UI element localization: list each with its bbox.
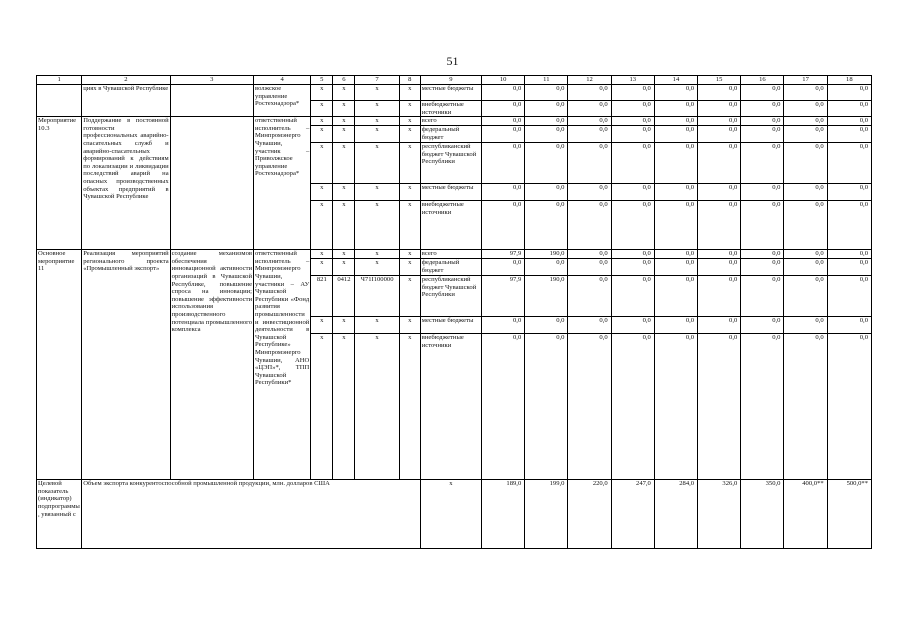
row-label: Мероприятие 10.3: [37, 117, 82, 250]
value-cell: 0,0: [741, 250, 784, 259]
value-cell: 0,0: [611, 250, 654, 259]
row-result: создание механизмов обеспечения инновационной активности организаций в Чувашской Республике, повышение спроса на инновации; повышение эффективности использования производственного потенциала промышленного комплекса: [170, 250, 253, 480]
value-cell: 0,0: [698, 276, 741, 317]
value-cell: 0,0: [741, 117, 784, 126]
code-cell: 0412: [333, 276, 355, 317]
value-cell: 0,0: [698, 334, 741, 480]
column-header: 1: [37, 76, 82, 85]
code-cell: x: [355, 259, 399, 276]
column-header: 17: [784, 76, 827, 85]
column-header: 10: [482, 76, 525, 85]
value-cell: 0,0: [827, 117, 871, 126]
row-description: циях в Чувашской Республике: [82, 85, 170, 117]
value-cell: 0,0: [698, 250, 741, 259]
value-cell: 0,0: [827, 334, 871, 480]
funding-source: всего: [420, 250, 481, 259]
code-cell: x: [399, 201, 420, 250]
page-number: 51: [446, 54, 459, 68]
row-description: Поддержание в постоянной готовности профессиональных аварийно-спасательных служб и аварийно-спасательных формирований к действиям по локализации и ликвидации последствий аварий на опасных производственных объектах предприятий в Чувашской Республике: [82, 117, 170, 250]
target-value: 500,0**: [827, 480, 871, 549]
value-cell: 0,0: [827, 276, 871, 317]
value-cell: 0,0: [611, 117, 654, 126]
funding-source: республиканский бюджет Чувашской Республики: [420, 143, 481, 184]
value-cell: 0,0: [568, 101, 611, 117]
value-cell: 0,0: [784, 334, 827, 480]
target-source: x: [420, 480, 481, 549]
value-cell: 0,0: [525, 184, 568, 201]
value-cell: 0,0: [611, 101, 654, 117]
value-cell: 0,0: [525, 126, 568, 143]
value-cell: 0,0: [741, 334, 784, 480]
value-cell: 0,0: [525, 117, 568, 126]
funding-source: внебюджетные источники: [420, 201, 481, 250]
value-cell: 0,0: [568, 117, 611, 126]
value-cell: 0,0: [482, 85, 525, 101]
column-header: 18: [827, 76, 871, 85]
value-cell: 190,0: [525, 276, 568, 317]
code-cell: x: [333, 85, 355, 101]
column-header: 15: [698, 76, 741, 85]
value-cell: 0,0: [525, 85, 568, 101]
value-cell: 0,0: [698, 126, 741, 143]
row-responsible: волжское управление Ростехнадзора*: [254, 85, 311, 117]
row-result: [170, 85, 253, 117]
value-cell: 97,9: [482, 250, 525, 259]
code-cell: x: [311, 126, 333, 143]
row-responsible: ответственный исполнитель – Минпромэнерго Чувашии, участник – Приволжское управление Ростехнадзора*: [254, 117, 311, 250]
column-header: 2: [82, 76, 170, 85]
value-cell: 0,0: [827, 259, 871, 276]
value-cell: 0,0: [482, 184, 525, 201]
code-cell: x: [355, 117, 399, 126]
target-row: [37, 480, 872, 549]
value-cell: 0,0: [784, 85, 827, 101]
column-header: 5: [311, 76, 333, 85]
funding-source: местные бюджеты: [420, 85, 481, 101]
code-cell: x: [355, 126, 399, 143]
value-cell: 0,0: [525, 201, 568, 250]
value-cell: 0,0: [784, 317, 827, 334]
value-cell: 0,0: [827, 184, 871, 201]
code-cell: x: [355, 201, 399, 250]
value-cell: 0,0: [698, 317, 741, 334]
row-label: [37, 85, 82, 117]
code-cell: x: [355, 250, 399, 259]
row-responsible: ответственный исполнитель – Минпромэнерго Чувашии, участники – АУ Чувашской Республики «Фонд развития промышленности и инвестиционной деятельности в Чувашской Республике» Минпромэнерго Чувашии, АНО «ЦЭП»*, ТПП Чувашской Республики*: [254, 250, 311, 480]
code-cell: x: [355, 334, 399, 480]
value-cell: 0,0: [741, 317, 784, 334]
value-cell: 0,0: [784, 143, 827, 184]
target-value: 199,0: [525, 480, 568, 549]
column-header: 4: [254, 76, 311, 85]
value-cell: 0,0: [568, 126, 611, 143]
value-cell: 0,0: [784, 184, 827, 201]
value-cell: 0,0: [654, 259, 697, 276]
code-cell: x: [399, 143, 420, 184]
value-cell: 0,0: [482, 101, 525, 117]
value-cell: 0,0: [741, 101, 784, 117]
code-cell: x: [311, 143, 333, 184]
value-cell: 0,0: [827, 143, 871, 184]
target-value: 350,0: [741, 480, 784, 549]
value-cell: 0,0: [698, 85, 741, 101]
table-row: [37, 85, 872, 101]
code-cell: x: [399, 276, 420, 317]
value-cell: 0,0: [827, 250, 871, 259]
value-cell: 0,0: [611, 259, 654, 276]
target-value: 326,0: [698, 480, 741, 549]
value-cell: 0,0: [654, 126, 697, 143]
value-cell: 0,0: [827, 201, 871, 250]
funding-source: всего: [420, 117, 481, 126]
value-cell: 0,0: [698, 259, 741, 276]
value-cell: 0,0: [698, 184, 741, 201]
code-cell: x: [311, 317, 333, 334]
value-cell: 0,0: [654, 184, 697, 201]
code-cell: Ч71I100000: [355, 276, 399, 317]
value-cell: 0,0: [741, 143, 784, 184]
funding-source: федеральный бюджет: [420, 126, 481, 143]
value-cell: 0,0: [482, 259, 525, 276]
value-cell: 0,0: [827, 126, 871, 143]
column-header: 8: [399, 76, 420, 85]
code-cell: x: [311, 250, 333, 259]
value-cell: 0,0: [654, 250, 697, 259]
column-header: 13: [611, 76, 654, 85]
value-cell: 190,0: [525, 250, 568, 259]
value-cell: 0,0: [568, 276, 611, 317]
code-cell: x: [333, 184, 355, 201]
value-cell: 0,0: [784, 117, 827, 126]
code-cell: x: [355, 85, 399, 101]
value-cell: 0,0: [482, 126, 525, 143]
value-cell: 0,0: [698, 117, 741, 126]
column-header: 3: [170, 76, 253, 85]
value-cell: 0,0: [611, 85, 654, 101]
value-cell: 0,0: [568, 143, 611, 184]
value-cell: 0,0: [568, 184, 611, 201]
value-cell: 0,0: [568, 85, 611, 101]
funding-source: местные бюджеты: [420, 184, 481, 201]
value-cell: 0,0: [482, 201, 525, 250]
value-cell: 0,0: [698, 201, 741, 250]
value-cell: 0,0: [611, 201, 654, 250]
value-cell: 0,0: [568, 334, 611, 480]
value-cell: 0,0: [611, 126, 654, 143]
value-cell: 0,0: [611, 143, 654, 184]
value-cell: 0,0: [568, 250, 611, 259]
value-cell: 0,0: [654, 101, 697, 117]
code-cell: x: [333, 126, 355, 143]
value-cell: 0,0: [741, 276, 784, 317]
value-cell: 0,0: [611, 334, 654, 480]
column-header: 6: [333, 76, 355, 85]
value-cell: 0,0: [525, 317, 568, 334]
value-cell: 0,0: [568, 259, 611, 276]
value-cell: 0,0: [525, 259, 568, 276]
program-table: [36, 75, 872, 549]
value-cell: 0,0: [654, 276, 697, 317]
value-cell: 0,0: [784, 101, 827, 117]
code-cell: x: [311, 85, 333, 101]
value-cell: 0,0: [698, 143, 741, 184]
value-cell: 0,0: [654, 201, 697, 250]
code-cell: x: [399, 85, 420, 101]
code-cell: x: [311, 201, 333, 250]
value-cell: 0,0: [784, 126, 827, 143]
value-cell: 0,0: [654, 334, 697, 480]
code-cell: x: [399, 334, 420, 480]
value-cell: 0,0: [482, 117, 525, 126]
value-cell: 0,0: [741, 201, 784, 250]
value-cell: 0,0: [654, 117, 697, 126]
funding-source: местные бюджеты: [420, 317, 481, 334]
column-header: 14: [654, 76, 697, 85]
code-cell: x: [399, 101, 420, 117]
target-value: 220,0: [568, 480, 611, 549]
target-value: 284,0: [654, 480, 697, 549]
table-row: [37, 117, 872, 126]
column-header: 9: [420, 76, 481, 85]
value-cell: 0,0: [741, 259, 784, 276]
value-cell: 97,9: [482, 276, 525, 317]
value-cell: 0,0: [698, 101, 741, 117]
value-cell: 0,0: [827, 85, 871, 101]
value-cell: 0,0: [482, 317, 525, 334]
code-cell: x: [355, 101, 399, 117]
value-cell: 0,0: [525, 101, 568, 117]
code-cell: x: [333, 101, 355, 117]
value-cell: 0,0: [784, 201, 827, 250]
code-cell: x: [333, 117, 355, 126]
value-cell: 0,0: [827, 101, 871, 117]
target-label: Целевой показатель (индикатор) подпрограммы, увязанный с: [37, 480, 82, 549]
row-result: [170, 117, 253, 250]
value-cell: 0,0: [482, 143, 525, 184]
value-cell: 0,0: [784, 250, 827, 259]
column-header: 16: [741, 76, 784, 85]
value-cell: 0,0: [525, 143, 568, 184]
code-cell: x: [333, 317, 355, 334]
value-cell: 0,0: [611, 184, 654, 201]
code-cell: x: [399, 250, 420, 259]
code-cell: x: [311, 101, 333, 117]
value-cell: 0,0: [525, 334, 568, 480]
value-cell: 0,0: [741, 85, 784, 101]
funding-source: внебюджетные источники: [420, 101, 481, 117]
value-cell: 0,0: [654, 85, 697, 101]
code-cell: x: [311, 334, 333, 480]
value-cell: 0,0: [827, 317, 871, 334]
code-cell: x: [333, 201, 355, 250]
value-cell: 0,0: [654, 143, 697, 184]
target-value: 400,0**: [784, 480, 827, 549]
value-cell: 0,0: [568, 201, 611, 250]
target-description: Объем экспорта конкурентоспособной промышленной продукции, млн. долларов США: [82, 480, 421, 549]
column-header: 11: [525, 76, 568, 85]
code-cell: 821: [311, 276, 333, 317]
code-cell: x: [311, 184, 333, 201]
code-cell: x: [333, 250, 355, 259]
column-header: 12: [568, 76, 611, 85]
target-value: 247,0: [611, 480, 654, 549]
funding-source: внебюджетные источники: [420, 334, 481, 480]
funding-source: республиканский бюджет Чувашской Республики: [420, 276, 481, 317]
value-cell: 0,0: [611, 276, 654, 317]
code-cell: x: [355, 143, 399, 184]
code-cell: x: [399, 259, 420, 276]
code-cell: x: [355, 184, 399, 201]
code-cell: x: [399, 117, 420, 126]
value-cell: 0,0: [611, 317, 654, 334]
header-row: [37, 76, 872, 85]
value-cell: 0,0: [784, 259, 827, 276]
code-cell: x: [399, 126, 420, 143]
value-cell: 0,0: [741, 184, 784, 201]
code-cell: x: [333, 259, 355, 276]
code-cell: x: [333, 334, 355, 480]
value-cell: 0,0: [784, 276, 827, 317]
column-header: 7: [355, 76, 399, 85]
row-description: Реализация мероприятий регионального проекта «Промышленный экспорт»: [82, 250, 170, 480]
row-label: Основное мероприятие 11: [37, 250, 82, 480]
code-cell: x: [399, 184, 420, 201]
table-row: [37, 250, 872, 259]
value-cell: 0,0: [482, 334, 525, 480]
code-cell: x: [333, 143, 355, 184]
funding-source: федеральный бюджет: [420, 259, 481, 276]
code-cell: x: [311, 259, 333, 276]
value-cell: 0,0: [741, 126, 784, 143]
target-value: 189,0: [482, 480, 525, 549]
value-cell: 0,0: [568, 317, 611, 334]
code-cell: x: [399, 317, 420, 334]
code-cell: x: [355, 317, 399, 334]
code-cell: x: [311, 117, 333, 126]
value-cell: 0,0: [654, 317, 697, 334]
